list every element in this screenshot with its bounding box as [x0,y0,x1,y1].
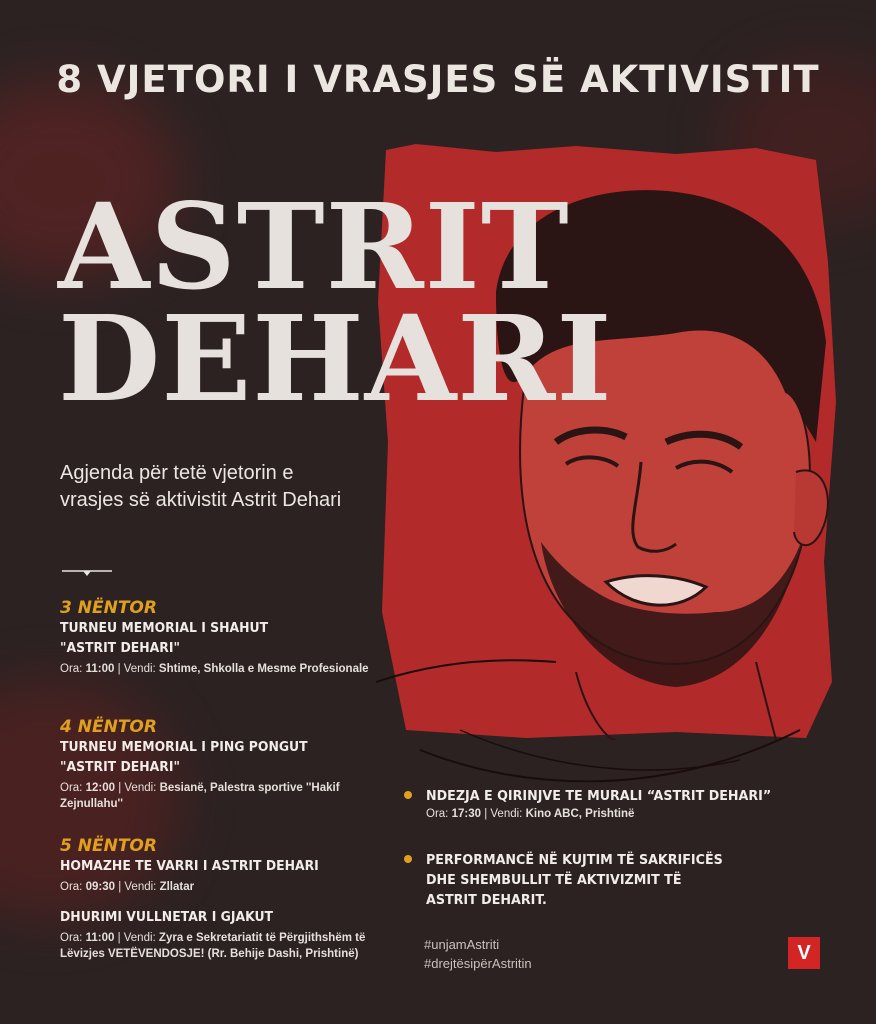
hashtag[interactable]: #unjamAstriti [424,937,500,952]
event-title: "ASTRIT DEHARI" [60,640,180,656]
dot-icon [404,855,412,863]
event-title: PERFORMANCË NË KUJTIM TË SAKRIFICËS [426,852,723,868]
intro-text: Agjenda për tetë vjetorin e vrasjes së aktivistit Astrit Dehari [60,462,342,511]
event-title: ASTRIT DEHARIT. [426,892,547,908]
event-title: NDEZJA E QIRINJVE TE MURALI “ASTRIT DEHARI” [426,788,772,804]
event-title: HOMAZHE TE VARRI I ASTRIT DEHARI [60,858,319,874]
logo-letter: V [797,941,811,964]
event-meta: Ora: 11:00 | Vendi: Zyra e Sekretariatit të Përgjithshëm të Lëvizjes VETËVENDOSJE! (Rr. Behije Dashi, Prishtinë) [60,932,366,960]
event-title: "ASTRIT DEHARI" [60,759,180,775]
name-last: DEHARI [58,289,613,428]
event-date: 3 NËNTOR [60,598,157,618]
event-item [60,836,380,895]
event-meta: Ora: 17:30 | Vendi: Kino ABC, Prishtinë [426,808,635,820]
event-meta: Ora: 09:30 | Vendi: Zllatar [60,881,195,893]
chevron-down-icon [62,568,112,580]
hashtags [424,935,532,973]
hashtag[interactable]: #drejtësipërAstritin [424,956,532,971]
event-title: TURNEU MEMORIAL I PING PONGUT [60,739,308,755]
event-date: 4 NËNTOR [60,717,157,737]
page-title: 8 VJETORI I VRASJES SË AKTIVISTIT [56,58,820,101]
event-date: 5 NËNTOR [60,836,157,856]
event-title: DHURIMI VULLNETAR I GJAKUT [60,909,274,925]
event-item [404,850,844,910]
event-item [60,907,380,962]
event-item [60,598,380,677]
event-item [404,786,844,820]
event-item [60,717,380,812]
dot-icon [404,791,412,799]
event-meta: Ora: 11:00 | Vendi: Shtime, Shkolla e Mesme Profesionale [60,663,369,675]
event-title: DHE SHEMBULLIT TË AKTIVIZMIT TË [426,872,682,888]
vetevendosje-logo [788,937,820,969]
event-meta: Ora: 12:00 | Vendi: Besianë, Palestra sportive ''Hakif Zejnullahu'' [60,782,340,810]
name-first: ASTRIT [58,177,570,316]
event-title: TURNEU MEMORIAL I SHAHUT [60,620,269,636]
